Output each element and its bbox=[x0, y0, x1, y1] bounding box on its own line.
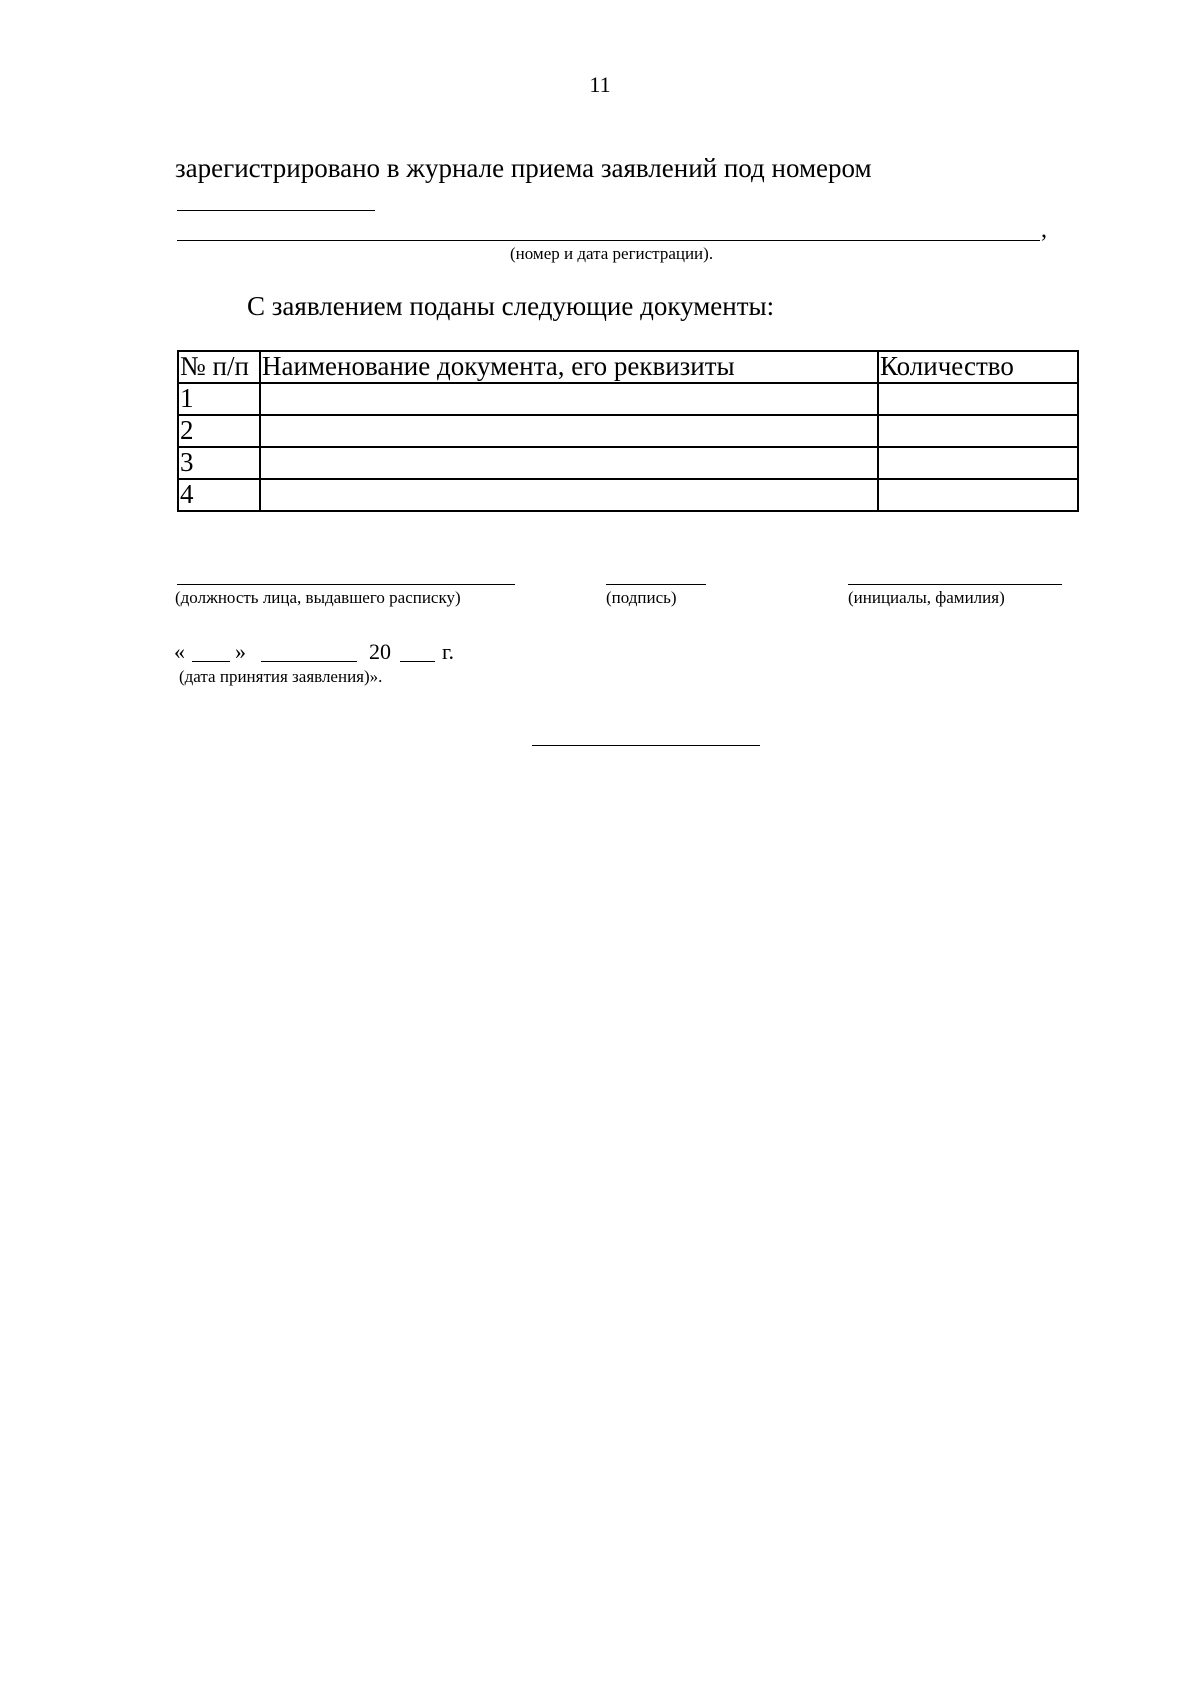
header-quantity: Количество bbox=[878, 351, 1078, 383]
document-name-cell[interactable] bbox=[260, 383, 878, 415]
registration-date-line bbox=[177, 240, 1040, 241]
name-caption: (инициалы, фамилия) bbox=[848, 588, 1005, 607]
table-row bbox=[178, 479, 1078, 511]
row-number-cell: 3 bbox=[178, 447, 260, 479]
date-open-quote: « bbox=[174, 639, 185, 664]
document-name-cell[interactable] bbox=[260, 415, 878, 447]
header-number: № п/п bbox=[178, 351, 260, 383]
date-close-quote: » bbox=[235, 639, 246, 664]
signature-caption: (подпись) bbox=[606, 588, 677, 607]
document-name-cell[interactable] bbox=[260, 479, 878, 511]
signature-line bbox=[606, 584, 706, 585]
page-number: 11 bbox=[589, 72, 611, 97]
quantity-cell[interactable] bbox=[878, 415, 1078, 447]
date-year-line bbox=[400, 661, 435, 662]
position-caption: (должность лица, выдавшего расписку) bbox=[175, 588, 461, 607]
document-name-cell[interactable] bbox=[260, 447, 878, 479]
table-row bbox=[178, 383, 1078, 415]
documents-intro: С заявлением поданы следующие документы: bbox=[247, 291, 775, 321]
header-document-name: Наименование документа, его реквизиты bbox=[260, 351, 878, 383]
name-line bbox=[848, 584, 1062, 585]
registration-text: зарегистрировано в журнале приема заявлений под номером bbox=[175, 153, 872, 183]
row-number-cell: 4 bbox=[178, 479, 260, 511]
table-header-row bbox=[178, 351, 1078, 383]
quantity-cell[interactable] bbox=[878, 447, 1078, 479]
row-number-cell: 2 bbox=[178, 415, 260, 447]
row-number-cell: 1 bbox=[178, 383, 260, 415]
registration-number-line bbox=[177, 210, 375, 211]
closing-separator bbox=[532, 745, 760, 746]
date-month-line bbox=[261, 661, 357, 662]
position-line bbox=[177, 584, 515, 585]
quantity-cell[interactable] bbox=[878, 383, 1078, 415]
quantity-cell[interactable] bbox=[878, 479, 1078, 511]
registration-comma: , bbox=[1041, 217, 1047, 243]
date-year-suffix: г. bbox=[442, 639, 455, 664]
date-caption: (дата принятия заявления)». bbox=[179, 667, 383, 686]
date-year-prefix: 20 bbox=[369, 639, 391, 664]
registration-caption: (номер и дата регистрации). bbox=[510, 244, 714, 263]
table-row bbox=[178, 447, 1078, 479]
date-day-line bbox=[192, 661, 230, 662]
documents-table bbox=[177, 350, 1079, 512]
table-row bbox=[178, 415, 1078, 447]
